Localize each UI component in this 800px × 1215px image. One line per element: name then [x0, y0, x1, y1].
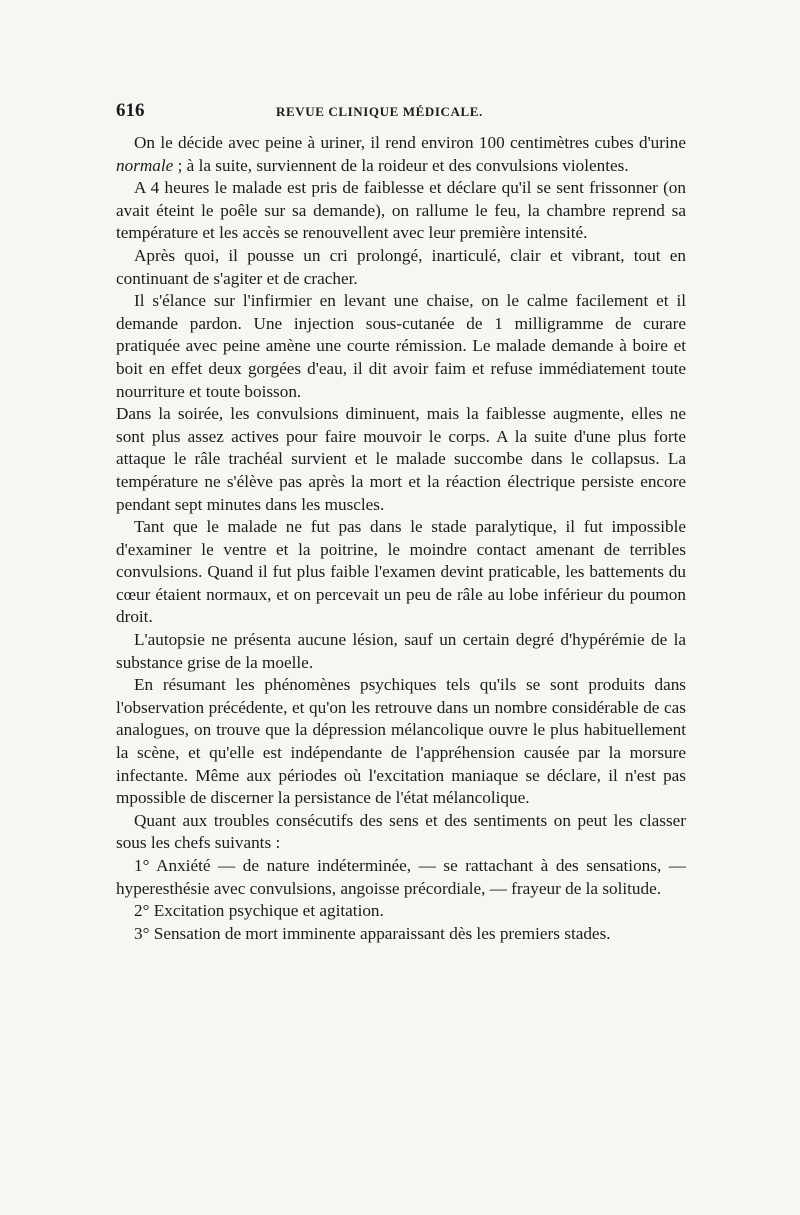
- paragraph: A 4 heures le malade est pris de faiblesse et déclare qu'il se sent frissonner (on avait éteint le poêle sur sa demande), on rallume le feu, la chambre reprend sa température et les accès se renouvellent avec leur première intensité.: [116, 178, 686, 243]
- page-number: 616: [116, 100, 145, 121]
- document-page: [116, 100, 686, 945]
- page-header: [116, 100, 686, 130]
- list-item: 3° Sensation de mort imminente apparaissant dès les premiers stades.: [134, 923, 611, 943]
- paragraph: Quant aux troubles consécutifs des sens et des sentiments on peut les classer sous les chefs suivants :: [116, 810, 686, 853]
- paragraph: Dans la soirée, les convulsions diminuent, mais la faiblesse augmente, elles ne sont plus assez actives pour faire mouvoir le corps. A la suite d'une plus forte attaque le râle trachéal survient et le malade succombe dans le collapsus. La température ne s'élève pas après la mort et la réaction électrique persiste encore pendant sept minutes dans les muscles.: [116, 404, 686, 514]
- body-text: [116, 132, 686, 945]
- list-item: 1° Anxiété — de nature indéterminée, — se rattachant à des sensations, — hyperesthésie avec convulsions, angoisse précordiale, — frayeur de la solitude.: [116, 856, 686, 898]
- emphasis-text: normale: [116, 155, 174, 175]
- paragraph: On le décide avec peine à uriner, il rend environ 100 centimètres cubes d'urine normale ; à la suite, surviennent de la roideur et des convulsions violentes.: [116, 133, 686, 175]
- paragraph: L'autopsie ne présenta aucune lésion, sauf un certain degré d'hypérémie de la substance grise de la moelle.: [116, 630, 686, 672]
- paragraph: Il s'élance sur l'infirmier en levant une chaise, on le calme facilement et il demande pardon. Une injection sous-cutanée de 1 milligramme de curare pratiquée avec peine amène une courte rémission. Le malade demande à boire et boit en effet deux gorgées d'eau, il dit avoir faim et refuse immédiatement toute nourriture et toute boisson.: [116, 291, 686, 401]
- list-item: 2° Excitation psychique et agitation.: [134, 901, 384, 921]
- paragraph: Tant que le malade ne fut pas dans le stade paralytique, il fut impossible d'examiner le ventre et la poitrine, le moindre contact amenant de terribles convulsions. Quand il fut plus faible l'examen devint praticable, les battements du cœur étaient normaux, et on percevait un peu de râle au lobe inférieur du poumon droit.: [116, 517, 686, 627]
- paragraph: Après quoi, il pousse un cri prolongé, inarticulé, clair et vibrant, tout en continuant de s'agiter et de cracher.: [116, 245, 686, 288]
- running-title: REVUE CLINIQUE MÉDICALE.: [276, 104, 483, 119]
- paragraph: En résumant les phénomènes psychiques tels qu'ils se sont produits dans l'observation précédente, et qu'on les retrouve dans un nombre considérable de cas analogues, on trouve que la dépression mélancolique ouvre le plus habituellement la scène, et qu'elle est indépendante de l'appréhension causée par la morsure infectante. Même aux périodes où l'excitation maniaque se déclare, il n'est pas mpossible de discerner la persistance de l'état mélancolique.: [116, 675, 686, 808]
